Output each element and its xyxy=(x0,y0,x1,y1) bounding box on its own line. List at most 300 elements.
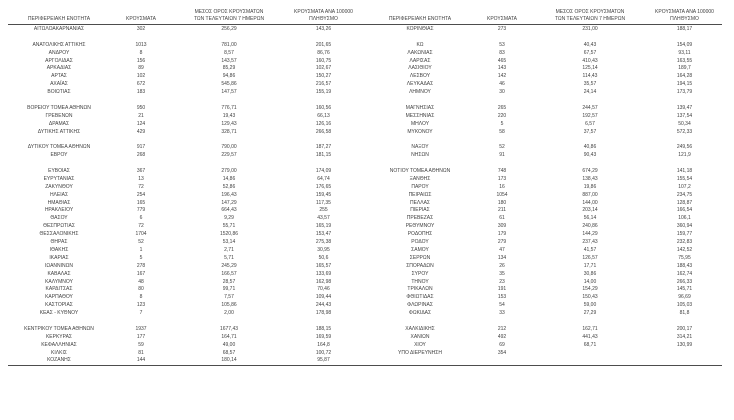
cases-cell: 950 xyxy=(136,104,146,111)
table-row xyxy=(369,231,722,239)
per100k-cell: 117,35 xyxy=(316,199,331,206)
cases-cell: 220 xyxy=(497,112,507,119)
cases-cell xyxy=(471,160,533,168)
table-row xyxy=(8,357,361,365)
region-name-cell: ΘΕΣΣΑΛΟΝΙΚΗΣ xyxy=(39,231,79,238)
cases-cell: 1054 xyxy=(496,191,508,198)
table-body-left xyxy=(8,26,361,365)
region-name-cell: ΚΟΡΙΝΘΙΑΣ xyxy=(406,26,434,32)
table-body xyxy=(8,25,722,365)
spacer-row xyxy=(8,318,361,326)
per100k-cell xyxy=(647,34,722,42)
avg7-cell xyxy=(533,318,647,326)
region-name-cell: ΚΩ xyxy=(416,41,424,48)
header-region-label: ΠΕΡΙΦΕΡΕΙΑΚΗ ΕΝΟΤΗΤΑ xyxy=(27,16,91,22)
per100k-cell: 93,11 xyxy=(678,49,691,56)
avg7-cell: 56,14 xyxy=(583,215,597,222)
avg7-cell: 37,57 xyxy=(583,128,597,135)
region-name-cell: ΔΥΤΙΚΗΣ ΑΤΤΙΚΗΣ xyxy=(37,128,81,135)
per100k-cell: 200,17 xyxy=(676,325,693,332)
avg7-cell: 55,71 xyxy=(222,223,236,230)
region-name-cell: ΛΑΡΙΣΑΣ xyxy=(409,57,431,64)
table-row xyxy=(369,42,722,50)
table-row xyxy=(369,342,722,350)
cases-cell: 69 xyxy=(499,341,505,348)
table-row xyxy=(8,42,361,50)
table-row xyxy=(369,294,722,302)
table-row xyxy=(369,247,722,255)
cases-cell: 165 xyxy=(136,199,146,206)
region-name-cell: ΛΑΚΩΝΙΑΣ xyxy=(407,49,433,56)
table-row xyxy=(369,223,722,231)
region-name-cell: ΚΙΛΚΙΣ xyxy=(51,349,67,356)
cases-cell: 72 xyxy=(138,183,144,190)
avg7-cell: 40,86 xyxy=(583,144,597,151)
cases-cell: 265 xyxy=(497,104,507,111)
cases-cell xyxy=(471,318,533,326)
cases-cell xyxy=(471,34,533,42)
per100k-cell: 572,33 xyxy=(676,128,693,135)
table-row xyxy=(8,247,361,255)
cases-cell: 1 xyxy=(139,246,143,253)
avg7-cell: 129,43 xyxy=(221,120,237,127)
cases-cell: 180 xyxy=(497,199,507,206)
table-row xyxy=(369,168,722,176)
per100k-cell: 102,67 xyxy=(315,65,332,72)
per100k-cell: 169,59 xyxy=(315,333,332,340)
cases-cell: 183 xyxy=(136,89,146,96)
region-name-cell xyxy=(369,97,471,105)
region-name-cell: ΗΜΑΘΙΑΣ xyxy=(47,199,71,206)
avg7-cell: 256,29 xyxy=(221,26,237,32)
table-row xyxy=(8,342,361,350)
cases-cell: 354 xyxy=(497,349,507,356)
avg7-cell: 441,43 xyxy=(582,333,598,340)
avg7-cell: 67,57 xyxy=(583,49,597,56)
avg7-cell xyxy=(172,97,286,105)
per100k-cell: 178,98 xyxy=(315,310,332,317)
avg7-cell: 9,29 xyxy=(224,215,234,222)
per100k-cell xyxy=(647,97,722,105)
avg7-cell: 35,57 xyxy=(583,81,597,88)
table-row xyxy=(8,302,361,310)
table-body-right xyxy=(369,26,722,357)
per100k-cell: 139,47 xyxy=(676,104,693,111)
per100k-cell xyxy=(647,160,722,168)
avg7-cell: 144,29 xyxy=(582,231,598,238)
per100k-cell: 314,21 xyxy=(676,333,693,340)
per100k-cell: 244,43 xyxy=(315,302,332,309)
per100k-cell: 164,28 xyxy=(676,73,693,80)
table-row xyxy=(8,263,361,271)
avg7-cell: 28,57 xyxy=(222,278,236,285)
table-row xyxy=(369,152,722,160)
region-name-cell: ΑΧΑΪΑΣ xyxy=(50,81,68,88)
avg7-cell: 30,86 xyxy=(583,270,597,277)
table-row xyxy=(8,239,361,247)
per100k-cell: 166,54 xyxy=(676,207,693,214)
header-per100k-line2: ΠΛΗΘΥΣΜΟ xyxy=(309,16,338,22)
cases-cell: 1704 xyxy=(135,231,147,238)
per100k-cell: 234,75 xyxy=(676,191,693,198)
header-per100k-line2: ΠΛΗΘΥΣΜΟ xyxy=(670,16,699,22)
cases-cell: 102 xyxy=(136,73,146,80)
region-name-cell xyxy=(369,136,471,144)
table-row xyxy=(8,26,361,34)
per100k-cell: 159,45 xyxy=(315,191,332,198)
table-row xyxy=(8,121,361,129)
cases-cell: 16 xyxy=(499,183,505,190)
per100k-cell xyxy=(286,97,361,105)
table-row xyxy=(369,89,722,97)
region-name-cell xyxy=(8,136,110,144)
region-name-cell: ΤΡΙΚΑΛΩΝ xyxy=(407,286,433,293)
table-row xyxy=(8,50,361,58)
avg7-cell: 59,00 xyxy=(583,302,597,309)
region-name-cell: ΓΡΕΒΕΝΩΝ xyxy=(45,112,73,119)
avg7-cell: 166,57 xyxy=(221,270,237,277)
cases-cell: 46 xyxy=(499,81,505,88)
region-name-cell: ΚΕΑΣ - ΚΥΘΝΟΥ xyxy=(39,310,79,317)
per100k-cell: 155,54 xyxy=(676,175,693,182)
header-region xyxy=(8,9,110,24)
header-cases xyxy=(110,9,172,24)
avg7-cell: 41,57 xyxy=(583,246,597,253)
per100k-cell: 126,16 xyxy=(315,120,332,127)
table-row xyxy=(8,200,361,208)
cases-cell: 8 xyxy=(139,294,143,301)
cases-cell: 309 xyxy=(497,223,507,230)
per100k-cell: 187,27 xyxy=(315,144,332,151)
table-header-left xyxy=(8,9,361,24)
table-row xyxy=(8,310,361,318)
avg7-cell xyxy=(172,34,286,42)
regional-cases-table xyxy=(8,9,722,366)
cases-cell: 91 xyxy=(499,152,505,159)
header-region-label: ΠΕΡΙΦΕΡΕΙΑΚΗ ΕΝΟΤΗΤΑ xyxy=(388,16,452,22)
per100k-cell: 162,98 xyxy=(315,278,332,285)
cases-cell: 465 xyxy=(497,57,507,64)
cases-cell: 13 xyxy=(138,175,144,182)
avg7-cell: 52,86 xyxy=(222,183,236,190)
per100k-cell: 128,87 xyxy=(676,199,693,206)
region-name-cell: ΝΟΤΙΟΥ ΤΟΜΕΑ ΑΘΗΝΩΝ xyxy=(389,168,451,175)
cases-cell xyxy=(110,34,172,42)
cases-cell xyxy=(110,318,172,326)
table-row xyxy=(8,168,361,176)
region-name-cell: ΑΡΚΑΔΙΑΣ xyxy=(46,65,72,72)
avg7-cell: 14,86 xyxy=(222,175,236,182)
region-name-cell: ΜΕΣΣΗΝΙΑΣ xyxy=(405,112,435,119)
table-row xyxy=(8,81,361,89)
cases-cell: 302 xyxy=(136,26,146,32)
region-name-cell xyxy=(8,34,110,42)
table-row xyxy=(369,334,722,342)
cases-cell: 279 xyxy=(497,239,507,246)
header-per100k xyxy=(286,9,361,24)
table-row xyxy=(369,50,722,58)
region-name-cell: ΠΙΕΡΙΑΣ xyxy=(410,207,430,214)
per100k-cell: 95,87 xyxy=(317,357,330,364)
table-row xyxy=(369,192,722,200)
region-name-cell: ΜΗΛΟΥ xyxy=(410,120,430,127)
avg7-cell: 154,29 xyxy=(582,286,598,293)
per100k-cell: 121,9 xyxy=(678,152,691,159)
per100k-cell: 50,34 xyxy=(678,120,691,127)
avg7-cell: 6,57 xyxy=(585,120,595,127)
region-name-cell: ΗΡΑΚΛΕΙΟΥ xyxy=(44,207,74,214)
table-row xyxy=(369,81,722,89)
per100k-cell: 266,58 xyxy=(315,128,332,135)
region-name-cell: ΑΝΑΤΟΛΙΚΗΣ ΑΤΤΙΚΗΣ xyxy=(32,41,86,48)
region-name-cell: ΣΑΜΟΥ xyxy=(411,246,429,253)
table-row xyxy=(8,207,361,215)
cases-cell: 144 xyxy=(136,357,146,364)
per100k-cell: 100,72 xyxy=(315,349,332,356)
per100k-cell: 145,71 xyxy=(676,286,693,293)
spacer-row xyxy=(8,34,361,42)
cases-cell: 429 xyxy=(136,128,146,135)
cases-cell: 54 xyxy=(499,302,505,309)
per100k-cell: 188,43 xyxy=(676,262,693,269)
region-name-cell: ΚΕΝΤΡΙΚΟΥ ΤΟΜΕΑ ΑΘΗΝΩΝ xyxy=(24,325,94,332)
table-row xyxy=(8,89,361,97)
region-name-cell xyxy=(369,160,471,168)
table-row xyxy=(369,121,722,129)
region-name-cell: ΠΕΛΛΑΣ xyxy=(409,199,431,206)
region-name-cell: ΡΟΔΟΥ xyxy=(411,239,429,246)
avg7-cell: 19,86 xyxy=(583,183,597,190)
region-name-cell: ΘΑΣΟΥ xyxy=(50,215,68,222)
cases-cell: 21 xyxy=(138,112,144,119)
region-name-cell: ΙΚΑΡΙΑΣ xyxy=(49,254,69,261)
region-name-cell xyxy=(369,318,471,326)
avg7-cell: 229,57 xyxy=(221,152,237,159)
region-name-cell: ΕΥΒΟΙΑΣ xyxy=(48,168,70,175)
region-name-cell: ΗΛΕΙΑΣ xyxy=(49,191,69,198)
avg7-cell: 664,43 xyxy=(221,207,237,214)
region-name-cell: ΧΑΝΙΩΝ xyxy=(410,333,430,340)
table-row xyxy=(8,334,361,342)
spacer-row xyxy=(369,160,722,168)
cases-cell: 367 xyxy=(136,168,146,175)
avg7-cell xyxy=(533,34,647,42)
region-name-cell: ΑΙΤΩΛΟΑΚΑΡΝΑΝΙΑΣ xyxy=(33,26,85,32)
cases-cell: 167 xyxy=(136,270,146,277)
cases-cell: 81 xyxy=(138,349,144,356)
region-name-cell: ΚΕΡΚΥΡΑΣ xyxy=(45,333,73,340)
avg7-cell: 2,71 xyxy=(224,246,234,253)
cases-cell xyxy=(110,97,172,105)
table-row xyxy=(8,58,361,66)
cases-cell: 33 xyxy=(499,310,505,317)
cases-cell: 5 xyxy=(139,254,143,261)
per100k-cell: 188,17 xyxy=(676,26,693,32)
avg7-cell: 410,43 xyxy=(582,57,598,64)
table-row xyxy=(8,215,361,223)
avg7-cell: 2,00 xyxy=(224,310,234,317)
region-name-cell: ΕΥΡΥΤΑΝΙΑΣ xyxy=(43,175,75,182)
avg7-cell: 125,14 xyxy=(582,65,598,72)
per100k-cell: 194,15 xyxy=(676,81,693,88)
per100k-cell: 66,13 xyxy=(317,112,330,119)
avg7-cell: 24,14 xyxy=(583,89,597,96)
per100k-cell: 141,18 xyxy=(676,168,693,175)
per100k-cell: 43,57 xyxy=(317,215,330,222)
table-row xyxy=(8,271,361,279)
per100k-cell: 50,6 xyxy=(318,254,329,261)
cases-cell: 72 xyxy=(138,223,144,230)
avg7-cell: 85,29 xyxy=(222,65,236,72)
avg7-cell: 105,86 xyxy=(221,302,237,309)
header-per100k-line1: ΚΡΟΥΣΜΑΤΑ ΑΝΑ 100000 xyxy=(655,9,714,15)
avg7-cell xyxy=(172,136,286,144)
table-row xyxy=(8,279,361,287)
cases-cell: 492 xyxy=(497,333,507,340)
cases-cell: 211 xyxy=(498,207,506,214)
avg7-cell: 14,00 xyxy=(583,278,597,285)
per100k-cell: 275,38 xyxy=(315,239,332,246)
table-row xyxy=(369,207,722,215)
table-row xyxy=(8,286,361,294)
region-name-cell: ΣΥΡΟΥ xyxy=(411,270,429,277)
cases-cell: 47 xyxy=(499,246,505,253)
header-avg7-line2: ΤΩΝ ΤΕΛΕΥΤΑΙΩΝ 7 ΗΜΕΡΩΝ xyxy=(193,16,265,22)
region-name-cell xyxy=(8,97,110,105)
avg7-cell: 162,71 xyxy=(582,325,598,332)
header-avg7 xyxy=(533,9,647,24)
table-row xyxy=(8,294,361,302)
header-per100k xyxy=(647,9,722,24)
header-avg7 xyxy=(172,9,286,24)
table-row xyxy=(369,255,722,263)
table-header-right xyxy=(369,9,722,24)
spacer-row xyxy=(369,97,722,105)
avg7-cell: 1677,43 xyxy=(219,325,239,332)
per100k-cell: 86,76 xyxy=(317,49,330,56)
region-name-cell: ΛΕΥΚΑΔΑΣ xyxy=(406,81,434,88)
per100k-cell: 133,69 xyxy=(315,270,332,277)
per100k-cell: 30,95 xyxy=(317,246,330,253)
table-row xyxy=(369,176,722,184)
cases-cell: 59 xyxy=(138,341,144,348)
per100k-cell: 255 xyxy=(319,207,328,214)
table-row xyxy=(8,176,361,184)
avg7-cell: 674,29 xyxy=(582,168,598,175)
avg7-cell: 203,14 xyxy=(582,207,598,214)
per100k-cell: 143,26 xyxy=(315,26,332,32)
cases-cell: 153 xyxy=(497,294,507,301)
header-per100k-line1: ΚΡΟΥΣΜΑΤΑ ΑΝΑ 100000 xyxy=(294,9,353,15)
header-region xyxy=(369,9,471,24)
avg7-cell xyxy=(533,136,647,144)
avg7-cell: 240,86 xyxy=(582,223,598,230)
per100k-cell: 160,56 xyxy=(315,104,332,111)
avg7-cell: 138,43 xyxy=(582,175,598,182)
cases-cell: 5 xyxy=(500,120,504,127)
region-name-cell: ΠΑΡΟΥ xyxy=(411,183,429,190)
spacer-row xyxy=(369,34,722,42)
per100k-cell: 165,19 xyxy=(315,223,332,230)
cases-cell: 89 xyxy=(138,65,144,72)
region-name-cell: ΝΗΣΩΝ xyxy=(411,152,429,159)
table-row xyxy=(369,350,722,358)
table-row xyxy=(369,73,722,81)
avg7-cell: 237,43 xyxy=(582,239,598,246)
per100k-cell: 189,7 xyxy=(678,65,691,72)
cases-cell: 748 xyxy=(497,168,507,175)
per100k-cell: 188,15 xyxy=(315,325,332,332)
table-row xyxy=(369,302,722,310)
table-row xyxy=(369,113,722,121)
per100k-cell xyxy=(647,318,722,326)
cases-cell: 35 xyxy=(499,270,505,277)
cases-cell: 191 xyxy=(497,286,507,293)
table-row xyxy=(369,58,722,66)
header-cases-label: ΚΡΟΥΣΜΑΤΑ xyxy=(126,16,156,22)
region-name-cell: ΑΝΔΡΟΥ xyxy=(48,49,70,56)
per100k-cell: 181,15 xyxy=(315,152,332,159)
spacer-row xyxy=(8,136,361,144)
per100k-cell: 107,2 xyxy=(678,183,691,190)
avg7-cell xyxy=(533,160,647,168)
region-name-cell: ΚΑΒΑΛΑΣ xyxy=(47,270,71,277)
per100k-cell: 216,57 xyxy=(315,81,332,88)
avg7-cell: 887,00 xyxy=(582,191,598,198)
table-row xyxy=(8,152,361,160)
per100k-cell: 130,99 xyxy=(676,341,693,348)
avg7-cell: 114,43 xyxy=(582,73,598,80)
per100k-cell: 176,65 xyxy=(315,183,332,190)
region-name-cell: ΒΟΡΕΙΟΥ ΤΟΜΕΑ ΑΘΗΝΩΝ xyxy=(27,104,91,111)
table-row xyxy=(369,310,722,318)
column-gap xyxy=(361,9,369,24)
avg7-cell: 781,00 xyxy=(221,41,237,48)
table-row xyxy=(369,279,722,287)
region-name-cell: ΜΑΓΝΗΣΙΑΣ xyxy=(405,104,435,111)
per100k-cell: 163,55 xyxy=(676,57,693,64)
cases-cell: 26 xyxy=(499,262,505,269)
cases-cell: 53 xyxy=(499,41,505,48)
per100k-cell: 105,03 xyxy=(676,302,693,309)
table-row xyxy=(369,129,722,137)
per100k-cell: 75,95 xyxy=(678,254,691,261)
cases-cell: 177 xyxy=(136,333,146,340)
table-row xyxy=(8,129,361,137)
table-row xyxy=(8,231,361,239)
avg7-cell: 1520,86 xyxy=(219,231,239,238)
per100k-cell: 81,8 xyxy=(679,310,690,317)
cases-cell: 212 xyxy=(497,325,507,332)
avg7-cell: 94,86 xyxy=(222,73,236,80)
cases-cell xyxy=(110,136,172,144)
table-row xyxy=(369,65,722,73)
avg7-cell: 147,29 xyxy=(221,199,237,206)
spacer-row xyxy=(369,136,722,144)
per100k-cell: 70,46 xyxy=(317,286,330,293)
avg7-cell: 68,57 xyxy=(222,349,236,356)
table-row xyxy=(369,271,722,279)
cases-cell: 61 xyxy=(499,215,505,222)
avg7-cell: 776,71 xyxy=(221,104,237,111)
table-row xyxy=(369,239,722,247)
cases-cell: 52 xyxy=(499,144,505,151)
header-cases xyxy=(471,9,533,24)
region-name-cell: ΛΑΣΙΘΙΟΥ xyxy=(408,65,432,72)
per100k-cell: 150,27 xyxy=(315,73,332,80)
per100k-cell: 96,69 xyxy=(678,294,691,301)
per100k-cell: 232,83 xyxy=(676,239,693,246)
